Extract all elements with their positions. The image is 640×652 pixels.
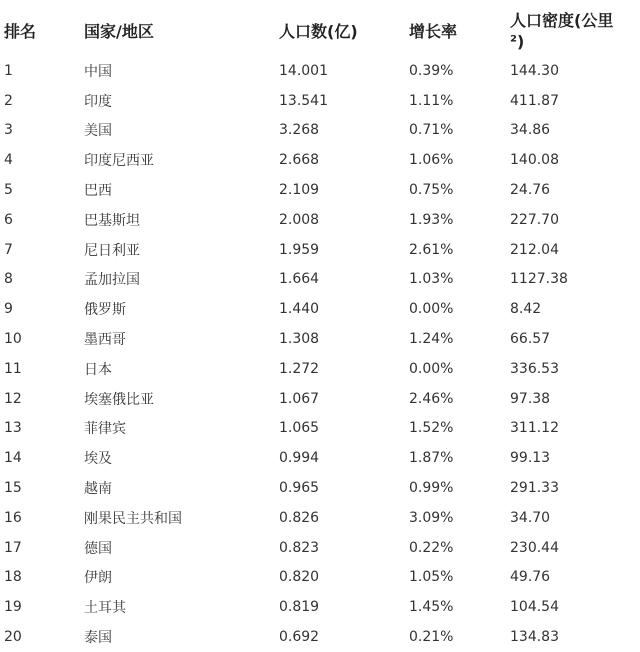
cell-rank: 11 — [4, 360, 22, 377]
table-row — [0, 533, 626, 563]
cell-density: 411.87 — [510, 92, 559, 109]
cell-country: 俄罗斯 — [84, 302, 126, 319]
cell-rank: 14 — [4, 450, 22, 467]
cell-growth: 1.06% — [409, 152, 454, 169]
cell-density: 34.70 — [510, 509, 551, 526]
table-row — [0, 563, 626, 593]
population-table — [0, 6, 626, 652]
cell-country: 巴基斯坦 — [84, 212, 140, 229]
table-row — [0, 56, 626, 86]
cell-rank: 3 — [4, 122, 13, 139]
cell-country: 墨西哥 — [84, 332, 126, 349]
cell-growth: 1.03% — [409, 271, 454, 288]
cell-population: 3.268 — [279, 122, 320, 139]
cell-density: 97.38 — [510, 390, 551, 407]
table-row — [0, 86, 626, 116]
cell-growth: 1.87% — [409, 450, 454, 467]
cell-country: 印度 — [84, 93, 112, 110]
cell-density: 134.83 — [510, 629, 559, 646]
cell-growth: 2.46% — [409, 390, 454, 407]
cell-country: 孟加拉国 — [84, 272, 140, 289]
cell-density: 1127.38 — [510, 271, 568, 288]
cell-growth: 0.75% — [409, 182, 454, 199]
cell-growth: 1.05% — [409, 569, 454, 586]
cell-population: 1.959 — [279, 241, 320, 258]
table-row — [0, 175, 626, 205]
cell-rank: 10 — [4, 331, 22, 348]
cell-growth: 2.61% — [409, 241, 454, 258]
cell-density: 34.86 — [510, 122, 551, 139]
cell-country: 尼日利亚 — [84, 242, 140, 259]
cell-growth: 1.45% — [409, 599, 454, 616]
cell-country: 越南 — [84, 481, 112, 498]
cell-rank: 7 — [4, 241, 13, 258]
cell-population: 0.826 — [279, 509, 320, 526]
table-row — [0, 294, 626, 324]
cell-country: 日本 — [84, 361, 112, 378]
table-body — [0, 56, 626, 652]
cell-population: 0.820 — [279, 569, 320, 586]
cell-density: 99.13 — [510, 450, 551, 467]
cell-population: 1.440 — [279, 301, 320, 318]
cell-country: 刚果民主共和国 — [84, 510, 182, 527]
cell-population: 0.965 — [279, 480, 320, 497]
cell-country: 伊朗 — [84, 570, 112, 587]
cell-rank: 18 — [4, 569, 22, 586]
cell-population: 1.308 — [279, 331, 320, 348]
cell-growth: 1.24% — [409, 331, 454, 348]
cell-country: 美国 — [84, 123, 112, 140]
cell-population: 0.823 — [279, 539, 320, 556]
header-population: 人口数(亿) — [279, 21, 358, 41]
table-row — [0, 116, 626, 146]
cell-population: 0.692 — [279, 629, 320, 646]
cell-rank: 20 — [4, 629, 22, 646]
cell-growth: 0.22% — [409, 539, 454, 556]
cell-density: 336.53 — [510, 360, 559, 377]
cell-population: 1.664 — [279, 271, 320, 288]
header-country: 国家/地区 — [84, 21, 154, 41]
cell-rank: 12 — [4, 390, 22, 407]
table-row — [0, 622, 626, 652]
cell-density: 230.44 — [510, 539, 559, 556]
cell-rank: 15 — [4, 480, 22, 497]
cell-rank: 17 — [4, 539, 22, 556]
table-row — [0, 145, 626, 175]
table-row — [0, 205, 626, 235]
cell-population: 0.994 — [279, 450, 320, 467]
cell-rank: 5 — [4, 182, 13, 199]
cell-population: 1.067 — [279, 390, 320, 407]
cell-rank: 13 — [4, 420, 22, 437]
cell-rank: 19 — [4, 599, 22, 616]
table-row — [0, 414, 626, 444]
table-row — [0, 354, 626, 384]
cell-rank: 16 — [4, 509, 22, 526]
cell-density: 66.57 — [510, 331, 551, 348]
cell-growth: 1.52% — [409, 420, 454, 437]
table-row — [0, 592, 626, 622]
cell-population: 0.819 — [279, 599, 320, 616]
table-row — [0, 324, 626, 354]
cell-country: 土耳其 — [84, 600, 126, 617]
cell-country: 印度尼西亚 — [84, 153, 154, 170]
cell-growth: 1.93% — [409, 211, 454, 228]
cell-rank: 4 — [4, 152, 13, 169]
cell-country: 埃塞俄比亚 — [84, 391, 154, 408]
table-row — [0, 384, 626, 414]
cell-population: 13.541 — [279, 92, 328, 109]
cell-rank: 6 — [4, 211, 13, 228]
table-row — [0, 443, 626, 473]
table-row — [0, 503, 626, 533]
cell-country: 泰国 — [84, 630, 112, 647]
header-density: 人口密度(公里²) — [510, 11, 614, 51]
cell-growth: 0.00% — [409, 360, 454, 377]
table-header — [0, 6, 626, 56]
cell-growth: 1.11% — [409, 92, 454, 109]
cell-country: 巴西 — [84, 183, 112, 200]
cell-growth: 0.00% — [409, 301, 454, 318]
header-rank: 排名 — [4, 21, 37, 41]
cell-density: 227.70 — [510, 211, 559, 228]
cell-density: 212.04 — [510, 241, 559, 258]
cell-population: 1.272 — [279, 360, 320, 377]
cell-population: 1.065 — [279, 420, 320, 437]
cell-density: 291.33 — [510, 480, 559, 497]
cell-population: 2.668 — [279, 152, 320, 169]
cell-density: 144.30 — [510, 62, 559, 79]
cell-growth: 3.09% — [409, 509, 454, 526]
table-row — [0, 235, 626, 265]
cell-country: 埃及 — [84, 451, 112, 468]
cell-rank: 8 — [4, 271, 13, 288]
table-row — [0, 473, 626, 503]
cell-country: 德国 — [84, 540, 112, 557]
cell-growth: 0.99% — [409, 480, 454, 497]
header-row — [0, 6, 626, 56]
cell-population: 2.109 — [279, 182, 320, 199]
cell-population: 2.008 — [279, 211, 320, 228]
header-growth: 增长率 — [409, 21, 458, 41]
cell-growth: 0.39% — [409, 62, 454, 79]
cell-rank: 1 — [4, 62, 13, 79]
table-row — [0, 265, 626, 295]
cell-rank: 9 — [4, 301, 13, 318]
cell-growth: 0.21% — [409, 629, 454, 646]
cell-country: 中国 — [84, 63, 112, 80]
cell-growth: 0.71% — [409, 122, 454, 139]
cell-density: 8.42 — [510, 301, 542, 318]
cell-density: 49.76 — [510, 569, 551, 586]
cell-density: 104.54 — [510, 599, 559, 616]
cell-density: 140.08 — [510, 152, 559, 169]
cell-density: 24.76 — [510, 182, 551, 199]
cell-density: 311.12 — [510, 420, 559, 437]
cell-country: 菲律宾 — [84, 421, 126, 438]
cell-population: 14.001 — [279, 62, 328, 79]
cell-rank: 2 — [4, 92, 13, 109]
